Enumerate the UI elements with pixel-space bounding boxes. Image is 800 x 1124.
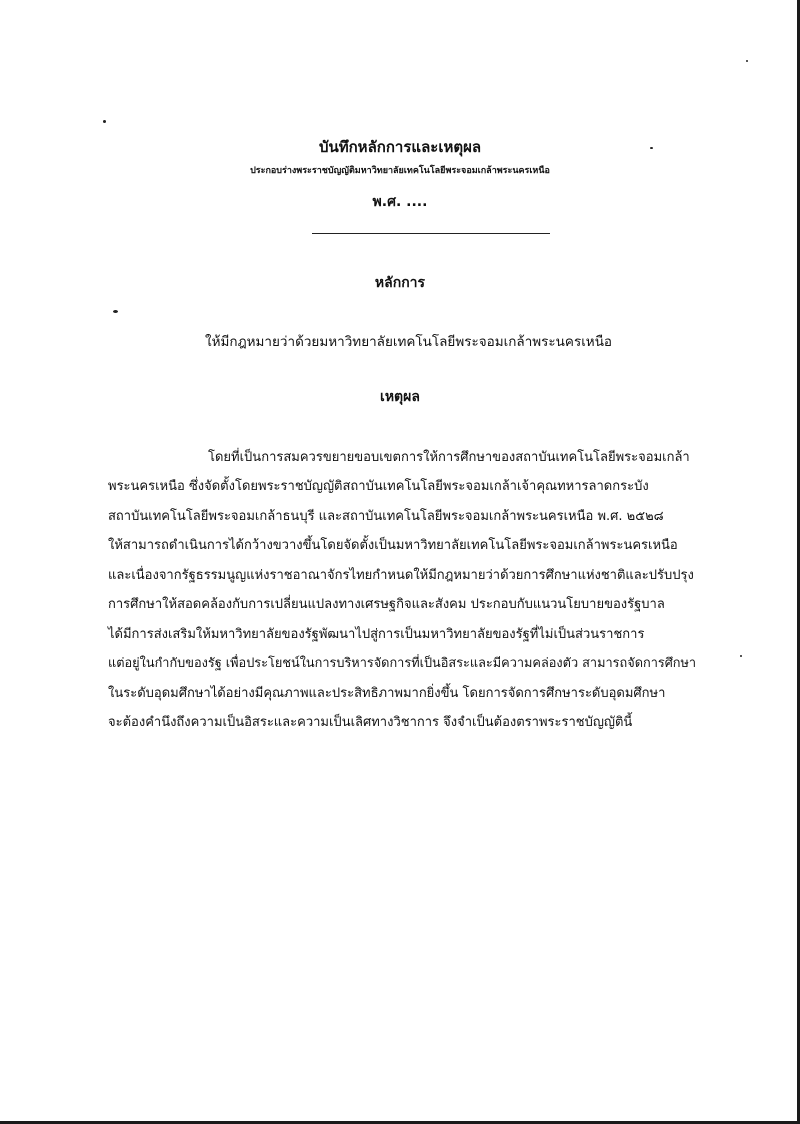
scan-speck (740, 655, 742, 657)
reason-line: ได้มีการส่งเสริมให้มหาวิทยาลัยของรัฐพัฒนาไปสู่การเป็นมหาวิทยาลัยของรัฐที่ไม่เป็นส่วนราชการ (108, 627, 645, 642)
reason-heading: เหตุผล (380, 389, 420, 405)
reason-line: ในระดับอุดมศึกษาได้อย่างมีคุณภาพและประสิทธิภาพมากยิ่งขึ้น โดยการจัดการศึกษาระดับอุดมศึกษา (108, 686, 666, 701)
reason-line: การศึกษาให้สอดคล้องกับการเปลี่ยนแปลงทางเศรษฐกิจและสังคม ประกอบกับแนวนโยบายของรัฐบาล (108, 597, 665, 612)
reason-line: และเนื่องจากรัฐธรรมนูญแห่งราชอาณาจักรไทยกำหนดให้มีกฎหมายว่าด้วยการศึกษาแห่งชาติและปรับปรุง (108, 568, 694, 583)
scan-speck (746, 60, 748, 62)
reason-line: จะต้องคำนึงถึงความเป็นอิสระและความเป็นเลิศทางวิชาการ จึงจำเป็นต้องตราพระราชบัญญัตินี้ (108, 715, 633, 730)
reason-line: แต่อยู่ในกำกับของรัฐ เพื่อประโยชน์ในการบริหารจัดการที่เป็นอิสระและมีความคล่องตัว สามารถจัดการศึกษา (108, 656, 697, 671)
reason-line: ให้สามารถดำเนินการได้กว้างขวางขึ้นโดยจัดตั้งเป็นมหาวิทยาลัยเทคโนโลยีพระจอมเกล้าพระนครเหนือ (108, 538, 678, 553)
principle-heading: หลักการ (374, 275, 426, 291)
bill-year: พ.ศ. .... (372, 194, 428, 210)
principle-text: ให้มีกฎหมายว่าด้วยมหาวิทยาลัยเทคโนโลยีพระจอมเกล้าพระนครเหนือ (205, 334, 613, 350)
memo-title: บันทึกหลักการและเหตุผล (318, 138, 482, 156)
scan-speck (103, 120, 106, 123)
scan-speck (113, 310, 118, 313)
title-divider (312, 233, 550, 234)
reason-line: พระนครเหนือ ซึ่งจัดตั้งโดยพระราชบัญญัติสถาบันเทคโนโลยีพระจอมเกล้าเจ้าคุณทหารลาดกระบัง (108, 479, 649, 494)
bill-title: ประกอบร่างพระราชบัญญัติมหาวิทยาลัยเทคโนโลยีพระจอมเกล้าพระนครเหนือ (250, 166, 550, 176)
reason-line: สถาบันเทคโนโลยีพระจอมเกล้าธนบุรี และสถาบันเทคโนโลยีพระจอมเกล้าพระนครเหนือ พ.ศ. ๒๕๒๘ (108, 509, 664, 524)
reason-line: โดยที่เป็นการสมควรขยายขอบเขตการให้การศึกษาของสถาบันเทคโนโลยีพระจอมเกล้า (208, 450, 690, 465)
